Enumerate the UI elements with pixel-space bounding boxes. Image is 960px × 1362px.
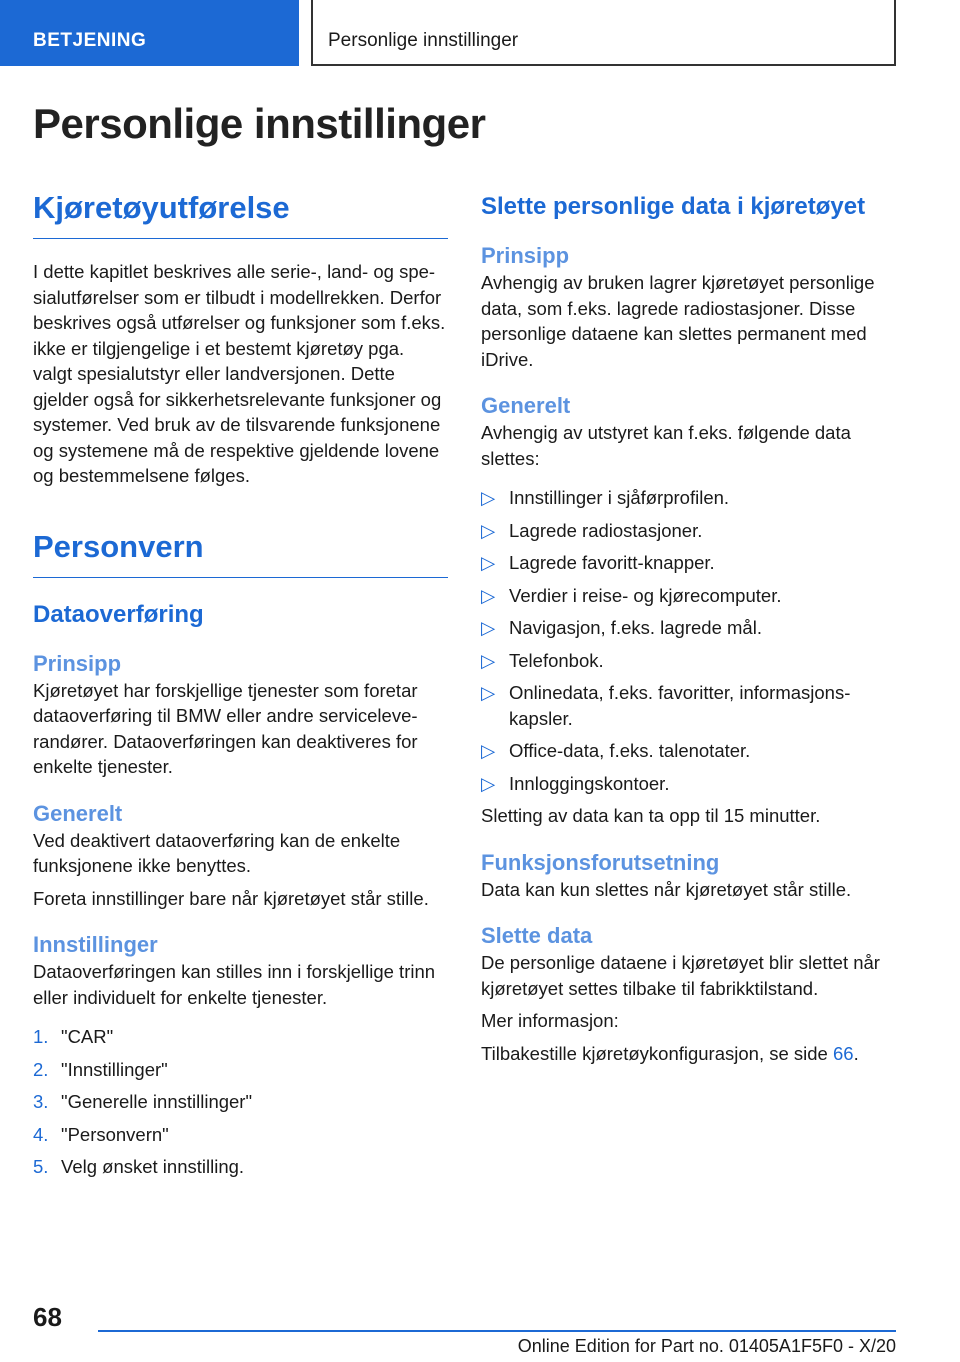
settings-steps-list xyxy=(33,1024,448,1180)
list-item-text: Onlinedata, f.eks. favoritter, informasjonskapsler. xyxy=(509,682,851,729)
principle-text: Kjøretøyet har forskjellige tjenester som foretar dataoverføring til BMW eller andre serviceleverandører. Dataoverføringen kan deaktiveres for enkelte tjenester. xyxy=(33,679,418,777)
deletable-data-list xyxy=(481,485,896,796)
triangle-right-icon: ▷ xyxy=(481,552,496,573)
list-item-text: Verdier i reise- og kjørecomputer. xyxy=(509,584,782,606)
page-number: 68 xyxy=(33,1302,62,1332)
requirement-heading: Funksjonsforutsetning xyxy=(481,849,720,875)
general-heading: Generelt xyxy=(33,800,123,826)
triangle-right-icon: ▷ xyxy=(481,617,496,638)
list-item xyxy=(33,1057,448,1083)
principle-heading: Prinsipp xyxy=(33,650,122,676)
delete-data-heading: Slette data xyxy=(481,923,593,948)
list-item xyxy=(481,615,896,641)
principle-text: Avhengig av bruken lagrer kjøretøyet personlige data, som f.eks. lagrede radiostasjoner. Disse personlige dataene kan slettes permanent med iDrive. xyxy=(481,272,875,370)
section-tab[interactable]: BETJENING xyxy=(0,0,299,66)
settings-heading: Innstillinger xyxy=(33,932,158,957)
step-number: 4. xyxy=(33,1123,49,1145)
list-item xyxy=(33,1089,448,1115)
edition-text: Online Edition for Part no. 01405A1F5F0 - X/20 xyxy=(517,1336,896,1356)
vehicle-version-text: I dette kapitlet beskrives alle serie-, land- og spesialutførelser som er tilbudt i modellrekken. Derfor beskrives også utførelser og funksjoner som f.eks. ikke er tilgjengelige i et bestemt kjøretøy pga. valgt spesialutstyr eller landversjonen. Dette gjelder også for sikkerhetsrelevante funksjoner og systemer. Ved bruk av de tilsvarende funksjonene og systemene må de respektive gjeldende lovene og bestemmelsene følges. xyxy=(33,261,446,486)
list-item-text: Innstillinger i sjåførprofilen. xyxy=(509,487,730,508)
page-title: Personlige innstillinger xyxy=(33,100,486,147)
general-text: Ved deaktivert dataoverføring kan de enkelte funksjonene ikke benyttes. xyxy=(33,829,401,876)
list-item xyxy=(33,1024,448,1050)
data-transfer-heading: Dataoverføring xyxy=(33,600,204,628)
list-item-text: Innloggingskontoer. xyxy=(509,772,670,794)
step-number: 2. xyxy=(33,1058,49,1080)
list-item-text: Office-data, f.eks. talenotater. xyxy=(509,740,751,761)
principle-heading: Prinsipp xyxy=(481,243,570,268)
list-item xyxy=(481,648,896,674)
triangle-right-icon: ▷ xyxy=(481,584,496,606)
delete-data-text: De personlige dataene i kjøretøyet blir slettet når kjøretøyet settes tilbake til fabrikktilstand. xyxy=(481,952,880,999)
footer-divider xyxy=(98,1330,896,1332)
left-column xyxy=(33,190,448,1187)
list-item xyxy=(481,485,896,511)
step-number: 3. xyxy=(33,1091,49,1112)
list-item-text: Lagrede radiostasjoner. xyxy=(509,519,703,541)
vehicle-version-heading: Kjøretøyutførelse xyxy=(33,190,448,239)
general-text: Avhengig av utstyret kan f.eks. følgende data slettes: xyxy=(481,422,851,469)
step-text: "Personvern" xyxy=(61,1123,169,1145)
general-text: Foreta innstillinger bare når kjøretøyet står stille. xyxy=(33,887,429,909)
list-item xyxy=(481,771,896,797)
triangle-right-icon: ▷ xyxy=(481,740,496,761)
step-number: 5. xyxy=(33,1156,49,1177)
list-item-text: Lagrede favoritt-knapper. xyxy=(509,552,715,573)
more-info-text: Mer informasjon: xyxy=(481,1010,619,1031)
reset-reference xyxy=(481,1041,896,1067)
general-heading: Generelt xyxy=(481,393,571,418)
triangle-right-icon: ▷ xyxy=(481,649,496,671)
list-item xyxy=(481,738,896,764)
right-column xyxy=(481,192,896,1066)
list-item xyxy=(481,518,896,544)
step-text: Velg ønsket innstilling. xyxy=(61,1156,245,1177)
step-text: "CAR" xyxy=(61,1026,114,1047)
triangle-right-icon: ▷ xyxy=(481,682,496,703)
triangle-right-icon: ▷ xyxy=(481,772,496,794)
requirement-text: Data kan kun slettes når kjøretøyet står stille. xyxy=(481,878,852,900)
page-link[interactable]: 66 xyxy=(832,1042,854,1064)
list-item xyxy=(481,550,896,576)
page-header xyxy=(0,0,960,66)
triangle-right-icon: ▷ xyxy=(481,519,496,541)
step-text: "Generelle innstillinger" xyxy=(61,1091,253,1112)
reset-text: Tilbakestille kjøretøykonfigurasjon, se side xyxy=(481,1042,833,1064)
privacy-heading: Personvern xyxy=(33,529,448,578)
list-item xyxy=(481,680,896,731)
delete-personal-data-heading: Slette personlige data i kjøretøyet xyxy=(481,193,866,220)
list-item xyxy=(33,1122,448,1148)
duration-text: Sletting av data kan ta opp til 15 minutter. xyxy=(481,805,821,826)
step-text: "Innstillinger" xyxy=(61,1058,168,1080)
step-number: 1. xyxy=(33,1026,49,1047)
settings-text: Dataoverføringen kan stilles inn i forskjellige trinn eller individuelt for enkelte tjenester. xyxy=(33,961,436,1008)
reset-suffix: . xyxy=(853,1042,859,1064)
chapter-tab[interactable]: Personlige innstillinger xyxy=(311,0,896,66)
list-item-text: Telefonbok. xyxy=(509,649,604,671)
list-item xyxy=(33,1154,448,1180)
triangle-right-icon: ▷ xyxy=(481,487,496,508)
list-item xyxy=(481,583,896,609)
list-item-text: Navigasjon, f.eks. lagrede mål. xyxy=(509,617,762,638)
